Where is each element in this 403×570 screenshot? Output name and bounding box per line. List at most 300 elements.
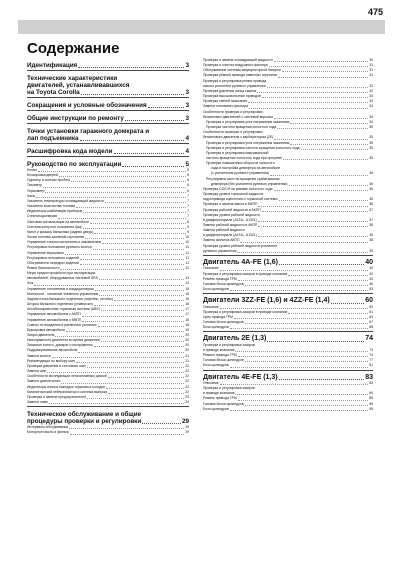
toc-entry-page: 3 (185, 115, 189, 122)
toc-entry-label: Индикаторы износа накладок тормозных колодок (27, 384, 105, 389)
dot-leader (142, 423, 181, 424)
dot-leader (80, 259, 184, 260)
toc-entry-page: 6 (187, 188, 189, 193)
toc-entry-label: Описание (203, 266, 219, 271)
toc-section-heading[interactable] (27, 102, 189, 109)
toc-entry-label: Головка блока цилиндров (203, 358, 244, 363)
toc-entry-page: 46 (369, 281, 373, 286)
toc-entry-line: Проверка повышенных оборотов холостого (206, 161, 275, 166)
toc-entry-label: Проверка и регулировка угла опережения зажигания (206, 119, 290, 124)
toc-entry-page: 22 (185, 389, 189, 394)
dot-leader (230, 367, 369, 368)
toc-entry-page: 17 (185, 312, 189, 317)
toc-entry-label: Управление зеркалами (27, 250, 64, 255)
toc-entry-label: Обслуживание системы аккумуляторной батареи (203, 68, 281, 73)
dot-leader (235, 394, 368, 395)
toc-entry-label: автомобилей, оборудованных системой SRS (27, 276, 98, 281)
toc-entry-page: 35 (369, 140, 373, 145)
toc-entry[interactable] (203, 287, 373, 292)
toc-entry-line: Проверка и регулировка ремня привода (203, 78, 267, 83)
dot-leader (69, 428, 184, 429)
toc-section-heading[interactable] (27, 75, 189, 82)
toc-entry-page: 67 (369, 320, 373, 324)
toc-entry-page: 3 (185, 89, 189, 96)
toc-entry-page: 74 (369, 347, 373, 352)
section-divider (27, 143, 189, 144)
dot-leader (237, 252, 368, 253)
dot-leader (99, 295, 184, 296)
toc-entry-label: Управление автомобилем с МКПП (27, 317, 82, 322)
dot-leader (122, 166, 184, 167)
toc-entry-page: 15 (185, 291, 189, 296)
toc-entry-line: Регулировка частоты вращения срабатывания (206, 176, 280, 181)
toc-entry-page: 74 (365, 335, 373, 343)
toc-entry-label: Точки установки гаражного домкрата и (27, 128, 150, 135)
dot-leader (114, 153, 185, 154)
toc-entry-line: Проверка уровня тормозной жидкости (203, 192, 264, 197)
toc-entry-label: Термометр (27, 188, 45, 193)
toc-entry-page: 29 (181, 418, 189, 426)
toc-entry-label: Обогреватель передних сидений (27, 260, 79, 265)
toc-entry-page: 34 (369, 119, 373, 124)
toc-entry-page: 34 (369, 104, 373, 109)
toc-entry-page: 74 (369, 353, 373, 358)
toc-section-heading[interactable] (27, 128, 189, 135)
dot-leader (290, 144, 368, 145)
dot-leader (108, 393, 184, 394)
toc-entry-page: 36 (369, 171, 373, 176)
toc-entry-label: Техническое обслуживание и общие (27, 411, 142, 419)
toc-section-heading[interactable] (27, 135, 189, 142)
toc-entry-page: 6 (187, 173, 189, 178)
dot-leader (125, 120, 185, 121)
toc-entry-page: 12 (185, 265, 189, 270)
dot-leader (288, 275, 368, 276)
toc-entry-label: Задняя полка багажного отделения (лифтбэк, хэтчбэк) (27, 296, 113, 301)
toc-entry-label: Рекомендации по выбору шин (27, 358, 75, 363)
dot-leader (267, 341, 364, 342)
toc-section-heading[interactable] (27, 89, 189, 96)
toc-entry-page: 36 (369, 186, 373, 191)
toc-entry-page: 43 (369, 276, 373, 281)
toc-entry-label: Замена ламп (27, 400, 48, 405)
toc-entry-page: 32 (369, 88, 373, 93)
toc-entry-page: 20 (185, 343, 189, 348)
dot-leader (277, 128, 368, 129)
toc-entry-line: Особенности проверки и регулировки (203, 130, 263, 135)
dot-leader (262, 211, 369, 212)
dot-leader (78, 352, 184, 353)
section-divider (27, 123, 189, 124)
toc-entry-page: 21 (185, 353, 189, 358)
dot-leader (34, 285, 184, 286)
dot-leader (71, 181, 186, 182)
toc-entry-page: 11 (185, 245, 189, 250)
toc-section-heading[interactable] (27, 115, 189, 122)
toc-entry-page: 35 (369, 155, 373, 160)
toc-entry-line: Замена рабочей жидкости (203, 228, 245, 233)
toc-column-right (203, 58, 373, 412)
dot-leader (93, 249, 185, 250)
toc-entry-label: Проверка и замена охлаждающей жидкости (203, 58, 273, 62)
toc-entry-page: 22 (185, 374, 189, 379)
toc-entry-label: на Toyota Corolla (27, 89, 80, 96)
toc-entry-label: Индикаторы комбинации приборов (27, 209, 83, 214)
toc-entry-page: 9 (187, 229, 189, 234)
toc-entry-page: 60 (365, 297, 373, 305)
section-divider (27, 70, 189, 71)
dot-leader (282, 71, 368, 72)
toc-entry[interactable] (203, 325, 373, 330)
toc-entry-label: Технические характеристики (27, 75, 118, 82)
toc-entry-page: 16 (185, 302, 189, 307)
toc-entry-page: 77 (369, 358, 373, 363)
toc-entry-label: Замена рабочей жидкости в АКПП (203, 223, 258, 227)
toc-entry-label: Управление отопителем и кондиционером (27, 286, 94, 291)
dot-leader (240, 242, 368, 243)
toc-entry-label: Проверка и замена масла в МКПП (203, 202, 258, 207)
toc-entry-label: Блок цилиндров (203, 286, 229, 291)
dot-leader (81, 94, 185, 95)
page-number: 475 (367, 7, 383, 17)
toc-entry-label: в дифференциале (A131L, A132L) (203, 217, 257, 222)
toc-section-heading[interactable] (203, 259, 373, 266)
dot-leader (238, 400, 369, 401)
dot-leader (70, 434, 184, 435)
toc-entry-page: 7 (187, 198, 189, 203)
dot-leader (101, 341, 185, 342)
toc-entry-page: 15 (185, 286, 189, 291)
toc-entry-label: Головка блока цилиндров (203, 281, 244, 286)
dot-leader (234, 318, 368, 319)
dot-leader (38, 171, 186, 172)
toc-section-heading[interactable] (203, 335, 373, 342)
toc-entry-label: насоса усилителя рулевого управления (203, 83, 266, 88)
dot-leader (290, 123, 368, 124)
toc-entry-label: Описание (203, 380, 219, 385)
toc-entry-page: 33 (369, 94, 373, 99)
section-divider (203, 293, 373, 294)
toc-entry-label: Буксировка автомобиля (27, 327, 65, 332)
dot-leader (87, 367, 185, 368)
dot-leader (220, 308, 369, 309)
toc-entry-label: Капот и крышка багажника (задняя дверь) (27, 229, 94, 234)
toc-entry-page: 95 (369, 406, 373, 411)
toc-entry-page: 14 (185, 281, 189, 286)
toc-entry-label: Моторное масло и фильтр (27, 430, 69, 435)
toc-entry-label: Руководство по эксплуатации (27, 161, 122, 168)
toc-entry-label: Проверка и регулировка зазоров в приводе клапанов (203, 309, 288, 314)
toc-column-left (27, 58, 189, 436)
toc-entry-label: Часы (27, 193, 36, 198)
toc-entry-label: Ключи (27, 168, 38, 172)
toc-section-heading[interactable] (203, 374, 373, 381)
toc-entry-page: 39 (369, 248, 373, 253)
toc-entry-page: 7 (187, 204, 189, 209)
toc-section-heading[interactable] (27, 82, 189, 89)
toc-entry-label: Управление автомобилем с АКПП (27, 312, 81, 317)
dot-leader (83, 212, 186, 213)
dot-leader (43, 187, 186, 188)
toc-entry-label: Двигатель 2E (1,3) (203, 335, 267, 343)
dot-leader (279, 379, 365, 380)
toc-entry-label: Лючок топливо-заливной горловины (27, 235, 85, 240)
toc-entry-page: 3 (185, 62, 189, 69)
toc-entry-page: 31 (369, 68, 373, 73)
toc-entry[interactable] (27, 400, 189, 405)
toc-entry-page: 30 (369, 58, 373, 62)
page-title: Содержание (27, 40, 120, 57)
toc-entry-label: Двигатель 4E-FE (1,3) (203, 373, 278, 381)
toc-entry-page: 37 (369, 217, 373, 222)
toc-section-heading[interactable] (203, 297, 373, 304)
dot-leader (278, 77, 368, 78)
toc-entry-page: 20 (185, 333, 189, 337)
toc-section-heading[interactable] (27, 418, 189, 425)
toc-entry-label: Проверка и очистка воздушного фильтра (203, 63, 268, 68)
toc-entry[interactable] (27, 430, 189, 435)
toc-entry[interactable] (203, 407, 373, 412)
header-bar (18, 20, 385, 34)
toc-entry-page: 37 (369, 207, 373, 212)
toc-entry-page: 13 (185, 276, 189, 281)
toc-entry-page: 24 (185, 400, 189, 405)
dot-leader (274, 139, 368, 140)
section-divider (27, 97, 189, 98)
dot-leader (61, 383, 184, 384)
section-divider (203, 255, 373, 256)
toc-section-heading[interactable] (27, 148, 189, 155)
toc-entry-page: 29 (185, 430, 189, 435)
toc-entry[interactable] (203, 249, 373, 254)
section-divider (203, 370, 373, 371)
dot-leader (55, 336, 184, 337)
toc-entry-page: 5 (187, 168, 189, 172)
dot-leader (248, 102, 368, 103)
dot-leader (108, 377, 185, 378)
dot-leader (289, 185, 369, 186)
toc-entry-page: 11 (185, 255, 189, 260)
toc-entry-label: Неисправности двигателя во время движения (27, 338, 100, 343)
toc-entry-label: Проверка свечей зажигания (203, 99, 248, 104)
toc-entry-label: процедуры проверки и регулировки (27, 418, 142, 426)
toc-entry-page: 35 (369, 125, 373, 130)
dot-leader (76, 207, 186, 208)
toc-entry-label: Световая сигнализация на автомобиле (27, 219, 89, 224)
toc-entry-label: Блок цилиндров (203, 325, 229, 330)
toc-entry-page: 8 (187, 219, 189, 224)
toc-entry-page: 38 (369, 238, 373, 243)
toc-entry-label: Замена дисков колес (27, 379, 61, 384)
dot-leader (78, 67, 184, 68)
toc-entry-label: Указатель количества топлива (27, 204, 76, 209)
dot-leader (58, 218, 186, 219)
toc-entry-label: Особенности эксплуатации легкосплавных дисков (27, 374, 107, 379)
toc-section-heading[interactable] (27, 161, 189, 168)
dot-leader (269, 66, 368, 67)
dot-leader (258, 236, 368, 237)
toc-entry-label: Расшифровка кода модели (27, 148, 113, 155)
toc-entry-label: Блокировка дверей (27, 173, 58, 178)
toc-entry-label: Двигатель 4A-FE (1,6) (203, 258, 278, 266)
toc-entry-page: 22 (185, 384, 189, 389)
toc-entry-page: 10 (185, 235, 189, 240)
toc-entry-page: 10 (185, 240, 189, 245)
dot-leader (258, 226, 368, 227)
toc-entry-page: 20 (185, 348, 189, 353)
dot-leader (245, 361, 369, 362)
toc-entry-label: Шторка багажного отделения (универсал) (27, 302, 93, 307)
toc-entry-line: Проверка и регулировка зазоров (203, 386, 255, 391)
toc-entry-line: хода и настройка демпфера на автомобиле (211, 166, 281, 171)
toc-entry-label: рулевого управления (203, 248, 237, 253)
toc-entry-label: Люк (27, 281, 34, 286)
toc-entry-label: Идентификация (27, 62, 78, 69)
dot-leader (279, 264, 364, 265)
toc-entry-label: в дифференциале (A131L, A132L) (203, 233, 257, 238)
dot-leader (245, 405, 369, 406)
section-divider (27, 156, 189, 157)
dot-leader (220, 270, 369, 271)
dot-leader (105, 202, 186, 203)
dot-leader (238, 280, 369, 281)
dot-leader (95, 290, 184, 291)
toc-entry-page: 60 (369, 304, 373, 309)
toc-entry-page: 7 (187, 214, 189, 219)
toc-entry-label: Одометр и счетчик пробега (27, 178, 71, 183)
toc-entry-label: Тахометр (27, 183, 42, 188)
toc-entry-label: Общие инструкции по ремонту (27, 115, 124, 122)
toc-entry-page: 33 (369, 99, 373, 104)
toc-entry-label: Регулировка положения сидений (27, 255, 80, 260)
dot-leader (99, 279, 184, 280)
toc-entry-label: Управление стеклоочистителем и омывателем (27, 240, 101, 245)
toc-entry-label: Ремень привода ГРМ (203, 353, 237, 358)
toc-entry-label: частоты вращения холостого хода при прогреве (206, 155, 282, 160)
toc-entry-page: 6 (187, 183, 189, 188)
toc-entry-label: Регулировка положения рулевого колеса (27, 245, 92, 250)
dot-leader (49, 403, 184, 404)
dot-leader (230, 410, 369, 411)
dot-leader (148, 107, 185, 108)
dot-leader (98, 326, 185, 327)
toc-entry-label: Двигатели 3ZZ-FE (1,6) и 4ZZ-FE (1,4) (203, 297, 330, 305)
dot-leader (245, 285, 369, 286)
toc-entry-page: 17 (185, 307, 189, 312)
toc-entry-label: Антиблокировочная тормозная система (ABS) (27, 307, 100, 312)
toc-entry-page: 22 (185, 369, 189, 374)
toc-entry-page: 63 (369, 314, 373, 319)
toc-entry-label: Система контроля положения фар (27, 224, 82, 229)
toc-entry-page: 11 (185, 250, 189, 255)
dot-leader (301, 149, 369, 150)
dot-leader (87, 398, 184, 399)
toc-entry-page: 38 (369, 233, 373, 238)
toc-entry-page: 68 (369, 325, 373, 330)
toc-entry-line: Проверка уровня рабочей жидкости усилителя (203, 243, 277, 248)
toc-entry-label: демпфера (без усилителя рулевого управления) (211, 181, 288, 186)
dot-leader (52, 357, 185, 358)
toc-entry-page: 9 (187, 224, 189, 229)
toc-entry-label: Описание (203, 304, 219, 309)
toc-entry-label: Замена топливного фильтра (203, 104, 248, 109)
dot-leader (82, 321, 184, 322)
dot-leader (94, 346, 184, 347)
toc-entry-label: гидропривода сцепления и тормозной системы (203, 197, 278, 202)
toc-section-heading[interactable] (27, 411, 189, 418)
toc-entry-label: Цепь привода ГРМ (203, 314, 233, 319)
toc-entry-page: 18 (185, 317, 189, 322)
dot-leader (47, 372, 184, 373)
toc-entry-page: 85 (369, 396, 373, 401)
toc-entry-page: 29 (185, 425, 189, 430)
toc-entry-label: Проверка ремней привода навесных агрегатов (203, 73, 277, 78)
toc-entry-page: 21 (185, 358, 189, 363)
toc-entry-page: 83 (365, 373, 373, 381)
dot-leader (94, 233, 186, 234)
dot-leader (80, 140, 185, 141)
section-divider (27, 406, 189, 407)
dot-leader (65, 254, 185, 255)
toc-entry-label: Блок цилиндров (203, 363, 229, 368)
toc-entry-label: бензиновых двигателей с системой впрыска (203, 114, 273, 119)
toc-entry-label: Ремень привода ГРМ (203, 396, 237, 401)
toc-entry-label: Поддомкрачивание автомобиля (27, 348, 78, 353)
toc-entry-page: 83 (369, 380, 373, 385)
toc-entry-label: Замена колеса (27, 353, 51, 358)
toc-entry[interactable] (203, 363, 373, 368)
toc-entry-page: 16 (185, 296, 189, 301)
toc-entry-page: 61 (369, 309, 373, 314)
toc-section-heading[interactable] (27, 62, 189, 69)
toc-entry-label: Замена фильтра АКПП (203, 238, 240, 243)
dot-leader (60, 269, 184, 270)
dot-leader (257, 92, 368, 93)
toc-entry-label: Стеклоподъемники (27, 214, 58, 219)
toc-entry-label: Проверка давления и состояния шин (27, 363, 86, 368)
toc-entry-label: Проверка и регулировка частоты вращения холостого хода (206, 145, 300, 150)
toc-entry-page: 3 (185, 102, 189, 109)
toc-entry-label: Магнитола - основные элементы управления (27, 291, 99, 296)
dot-leader (80, 264, 185, 265)
dot-leader (274, 118, 368, 119)
dot-leader (82, 316, 184, 317)
dot-leader (235, 351, 368, 352)
toc-entry-line: Проверка и регулировка максимальной (206, 150, 269, 155)
dot-leader (258, 206, 368, 207)
toc-entry-label: Проверка и регулировка угла опережения зажигания (206, 140, 290, 145)
toc-entry-page: 36 (369, 202, 373, 207)
dot-leader (258, 221, 368, 222)
dot-leader (83, 228, 186, 229)
toc-entry-label: Проверка высоковольтных проводов (203, 94, 261, 99)
toc-entry-page: 40 (369, 266, 373, 271)
dot-leader (59, 176, 186, 177)
toc-entry-page: 84 (369, 391, 373, 396)
toc-entry-line: Проверка уровня рабочей жидкости (203, 212, 260, 217)
toc-entry-label: Запасное колесо, домкрат и инструменты (27, 343, 93, 348)
dot-leader (230, 328, 369, 329)
toc-entry-label: Ремень привода ГРМ (203, 276, 237, 281)
toc-entry-label: Блок цилиндров (203, 406, 229, 411)
dot-leader (288, 313, 368, 314)
toc-entry-label: Каталитический нейтрализатор и система выпуска (27, 389, 108, 394)
toc-entry-label: (с усилителем рулевого управления) (211, 171, 269, 176)
toc-entry-label: Проверка и регулировка зазоров в приводе клапанов (203, 271, 288, 276)
section-divider (203, 331, 373, 332)
dot-leader (279, 200, 369, 201)
toc-entry-page: 34 (369, 114, 373, 119)
